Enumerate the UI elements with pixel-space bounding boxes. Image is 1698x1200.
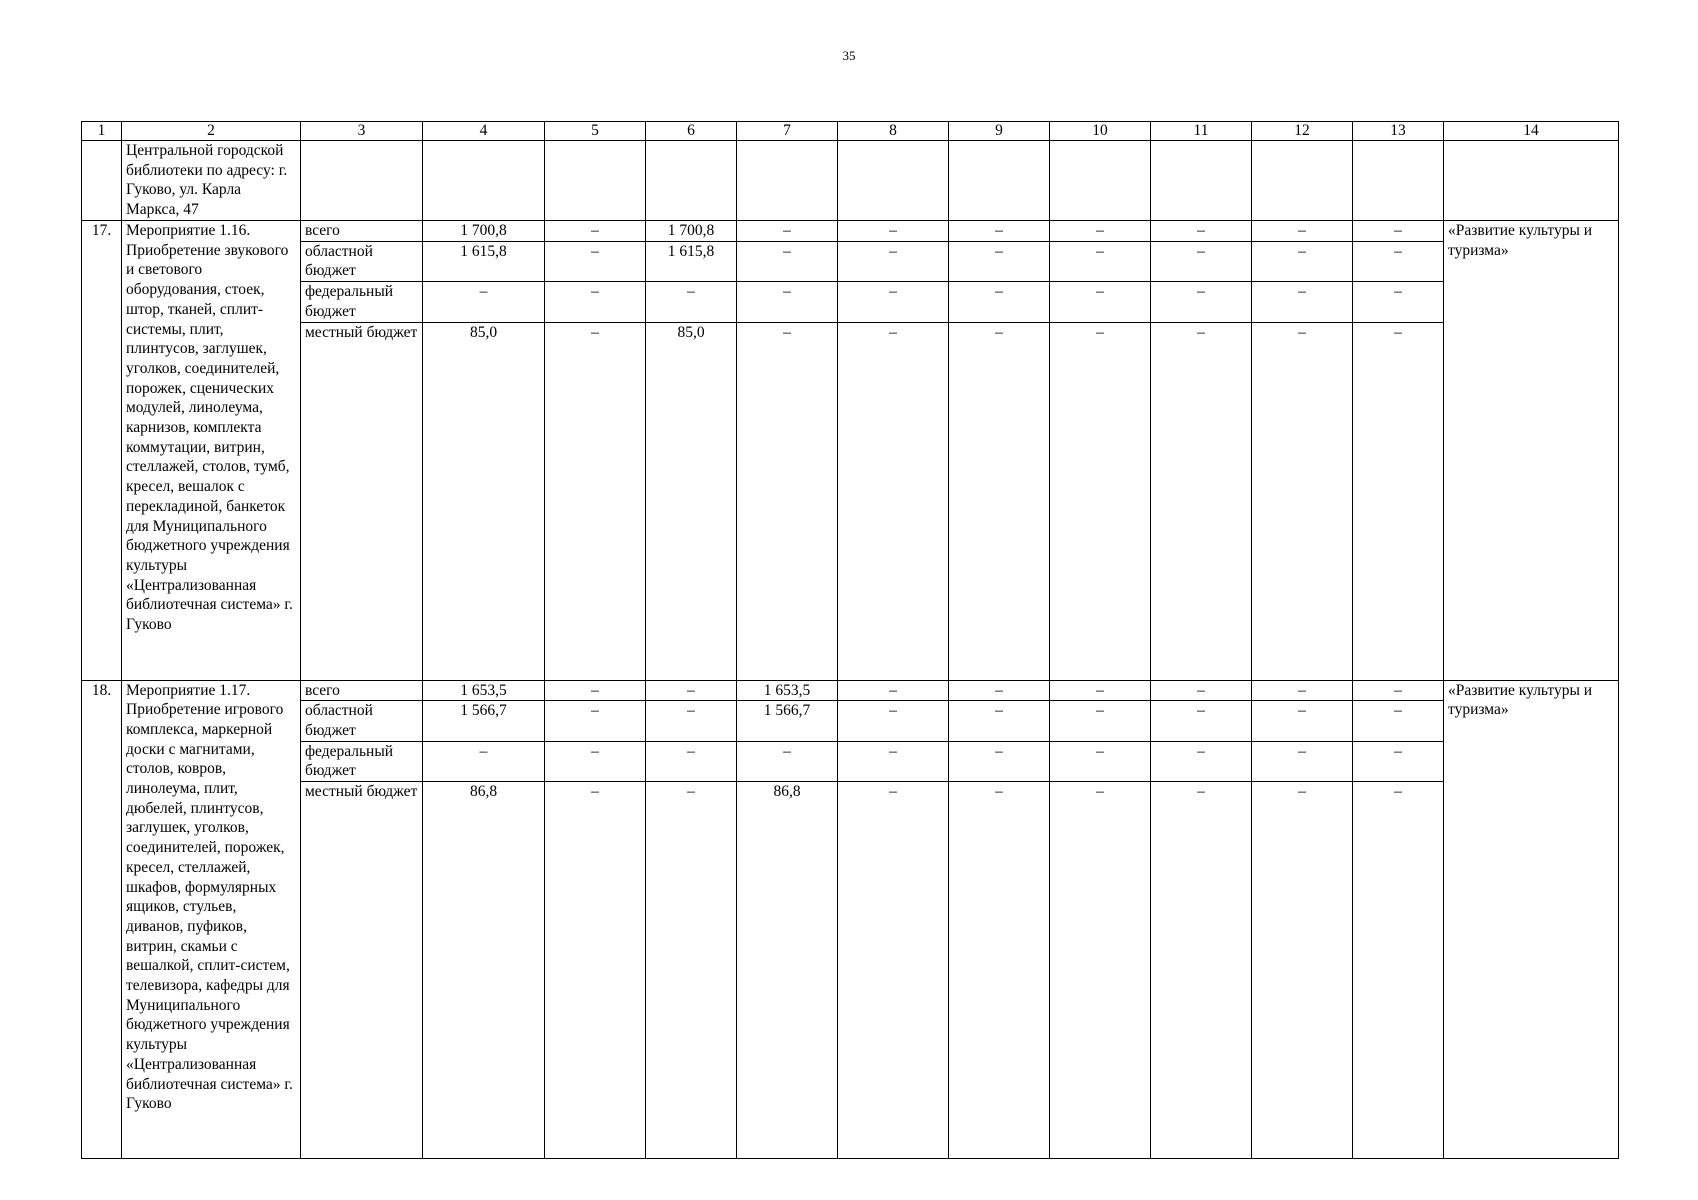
funding-value: – (838, 680, 949, 701)
funding-value: – (737, 741, 838, 781)
measure-description: Приобретение звукового и светового оборудования, стоек, штор, тканей, сплит-системы, плит, плинтусов, заглушек, уголков, соединителей, порожек, сценических модулей, линолеума, карнизов, комплекта коммутации, витрин, стеллажей, столов, тумб, кресел, вешалок с перекладиной, банкеток для Муниципального бюджетного учреждения культуры «Централизованная библиотечная система» г. Гуково (126, 241, 293, 634)
column-header: 2 (122, 122, 301, 141)
funding-value: – (1151, 241, 1252, 281)
continuation-row (82, 141, 1619, 221)
funding-value: – (949, 322, 1050, 680)
funding-value: 1 615,8 (646, 241, 737, 281)
funding-value: – (838, 322, 949, 680)
column-header: 4 (423, 122, 545, 141)
funding-value: – (838, 221, 949, 242)
funding-value: – (1252, 282, 1353, 322)
row-number: 18. (82, 680, 122, 1159)
measure-title: Мероприятие 1.16. (126, 222, 251, 239)
column-header: 9 (949, 122, 1050, 141)
funding-source-label: федеральный бюджет (301, 741, 423, 781)
funding-value: – (1353, 221, 1444, 242)
row-number: 17. (82, 221, 122, 681)
funding-value: – (737, 221, 838, 242)
funding-value: 85,0 (423, 322, 545, 680)
funding-value: – (1252, 680, 1353, 701)
funding-value: 85,0 (646, 322, 737, 680)
funding-value: 1 566,7 (423, 701, 545, 741)
funding-value: – (949, 282, 1050, 322)
funding-value: – (1151, 322, 1252, 680)
column-header: 7 (737, 122, 838, 141)
column-header: 11 (1151, 122, 1252, 141)
funding-value: – (1353, 282, 1444, 322)
funding-value: – (1353, 680, 1444, 701)
funding-value: 1 700,8 (423, 221, 545, 242)
funding-source-label: местный бюджет (301, 322, 423, 680)
funding-value: – (545, 221, 646, 242)
funding-value: – (423, 282, 545, 322)
funding-value: 1 615,8 (423, 241, 545, 281)
measure-description-cell (122, 221, 301, 681)
funding-value: – (545, 701, 646, 741)
funding-value: – (423, 741, 545, 781)
source-row (82, 782, 1619, 1159)
funding-value: – (646, 782, 737, 1159)
source-row (82, 221, 1619, 242)
funding-value: – (545, 241, 646, 281)
funding-value: – (1151, 282, 1252, 322)
funding-value: – (1050, 322, 1151, 680)
funding-value: – (737, 322, 838, 680)
funding-value: – (949, 782, 1050, 1159)
funding-value: – (545, 282, 646, 322)
funding-value: – (646, 701, 737, 741)
column-header: 5 (545, 122, 646, 141)
funding-value: – (1151, 741, 1252, 781)
funding-value: – (545, 680, 646, 701)
column-header: 8 (838, 122, 949, 141)
funding-value: – (1252, 221, 1353, 242)
funding-value: – (949, 221, 1050, 242)
funding-source-label: федеральный бюджет (301, 282, 423, 322)
funding-value: – (838, 741, 949, 781)
column-header: 3 (301, 122, 423, 141)
funding-value: – (1252, 701, 1353, 741)
funding-value: 1 700,8 (646, 221, 737, 242)
funding-value: – (1050, 782, 1151, 1159)
funding-value: – (545, 322, 646, 680)
funding-value: – (737, 282, 838, 322)
funding-value: – (1151, 701, 1252, 741)
funding-value: – (1252, 241, 1353, 281)
source-row (82, 241, 1619, 281)
funding-value: – (737, 241, 838, 281)
source-row (82, 680, 1619, 701)
funding-value: – (949, 701, 1050, 741)
budget-table (81, 121, 1619, 1159)
funding-value: – (949, 741, 1050, 781)
funding-value: – (545, 782, 646, 1159)
source-row (82, 701, 1619, 741)
funding-value: – (1353, 701, 1444, 741)
funding-source-label: областной бюджет (301, 241, 423, 281)
column-header: 13 (1353, 122, 1444, 141)
funding-source-label: всего (301, 680, 423, 701)
funding-value: – (1252, 322, 1353, 680)
row-number-cell (82, 141, 122, 221)
funding-value: – (1151, 221, 1252, 242)
funding-value: 86,8 (737, 782, 838, 1159)
funding-value: – (1252, 782, 1353, 1159)
funding-source-label: областной бюджет (301, 701, 423, 741)
funding-source-label: всего (301, 221, 423, 242)
source-row (82, 282, 1619, 322)
header-row (82, 122, 1619, 141)
funding-value: – (1151, 680, 1252, 701)
funding-value: – (1050, 282, 1151, 322)
funding-value: – (1252, 741, 1353, 781)
column-header: 14 (1444, 122, 1619, 141)
funding-source-label: местный бюджет (301, 782, 423, 1159)
funding-value: 86,8 (423, 782, 545, 1159)
funding-value: 1 566,7 (737, 701, 838, 741)
funding-value: – (1353, 782, 1444, 1159)
funding-value: – (1050, 701, 1151, 741)
column-header: 12 (1252, 122, 1353, 141)
funding-value: – (1353, 741, 1444, 781)
measure-description-cell (122, 680, 301, 1159)
funding-value: – (1050, 741, 1151, 781)
funding-value: – (949, 680, 1050, 701)
description-cell: Центральной городской библиотеки по адресу: г. Гуково, ул. Карла Маркса, 47 (122, 141, 301, 221)
funding-value: – (1353, 322, 1444, 680)
funding-value: – (1353, 241, 1444, 281)
column-header: 10 (1050, 122, 1151, 141)
funding-value: 1 653,5 (737, 680, 838, 701)
funding-value: – (838, 701, 949, 741)
measure-description: Приобретение игрового комплекса, маркерной доски с магнитами, столов, ковров, линолеума, плит, дюбелей, плинтусов, заглушек, уголков, соединителей, порожек, кресел, стеллажей, шкафов, формулярных ящиков, стульев, диванов, пуфиков, витрин, скамьи с вешалкой, сплит-систем, телевизора, кафедры для Муниципального бюджетного учреждения культуры «Централизованная библиотечная система» г. Гуково (126, 701, 293, 1113)
funding-value: – (545, 741, 646, 781)
funding-value: – (949, 241, 1050, 281)
column-header: 1 (82, 122, 122, 141)
source-row (82, 741, 1619, 781)
program-name: «Развитие культуры и туризма» (1444, 680, 1619, 1159)
funding-value: – (1050, 221, 1151, 242)
funding-value: – (646, 680, 737, 701)
column-header: 6 (646, 122, 737, 141)
measure-title: Мероприятие 1.17. (126, 681, 251, 699)
funding-value: – (838, 282, 949, 322)
funding-value: – (646, 282, 737, 322)
funding-value: – (646, 741, 737, 781)
source-row (82, 322, 1619, 680)
funding-value: 1 653,5 (423, 680, 545, 701)
program-name: «Развитие культуры и туризма» (1444, 221, 1619, 681)
funding-value: – (838, 782, 949, 1159)
funding-value: – (1151, 782, 1252, 1159)
funding-value: – (1050, 680, 1151, 701)
funding-value: – (838, 241, 949, 281)
funding-value: – (1050, 241, 1151, 281)
page-number: 35 (842, 48, 856, 63)
